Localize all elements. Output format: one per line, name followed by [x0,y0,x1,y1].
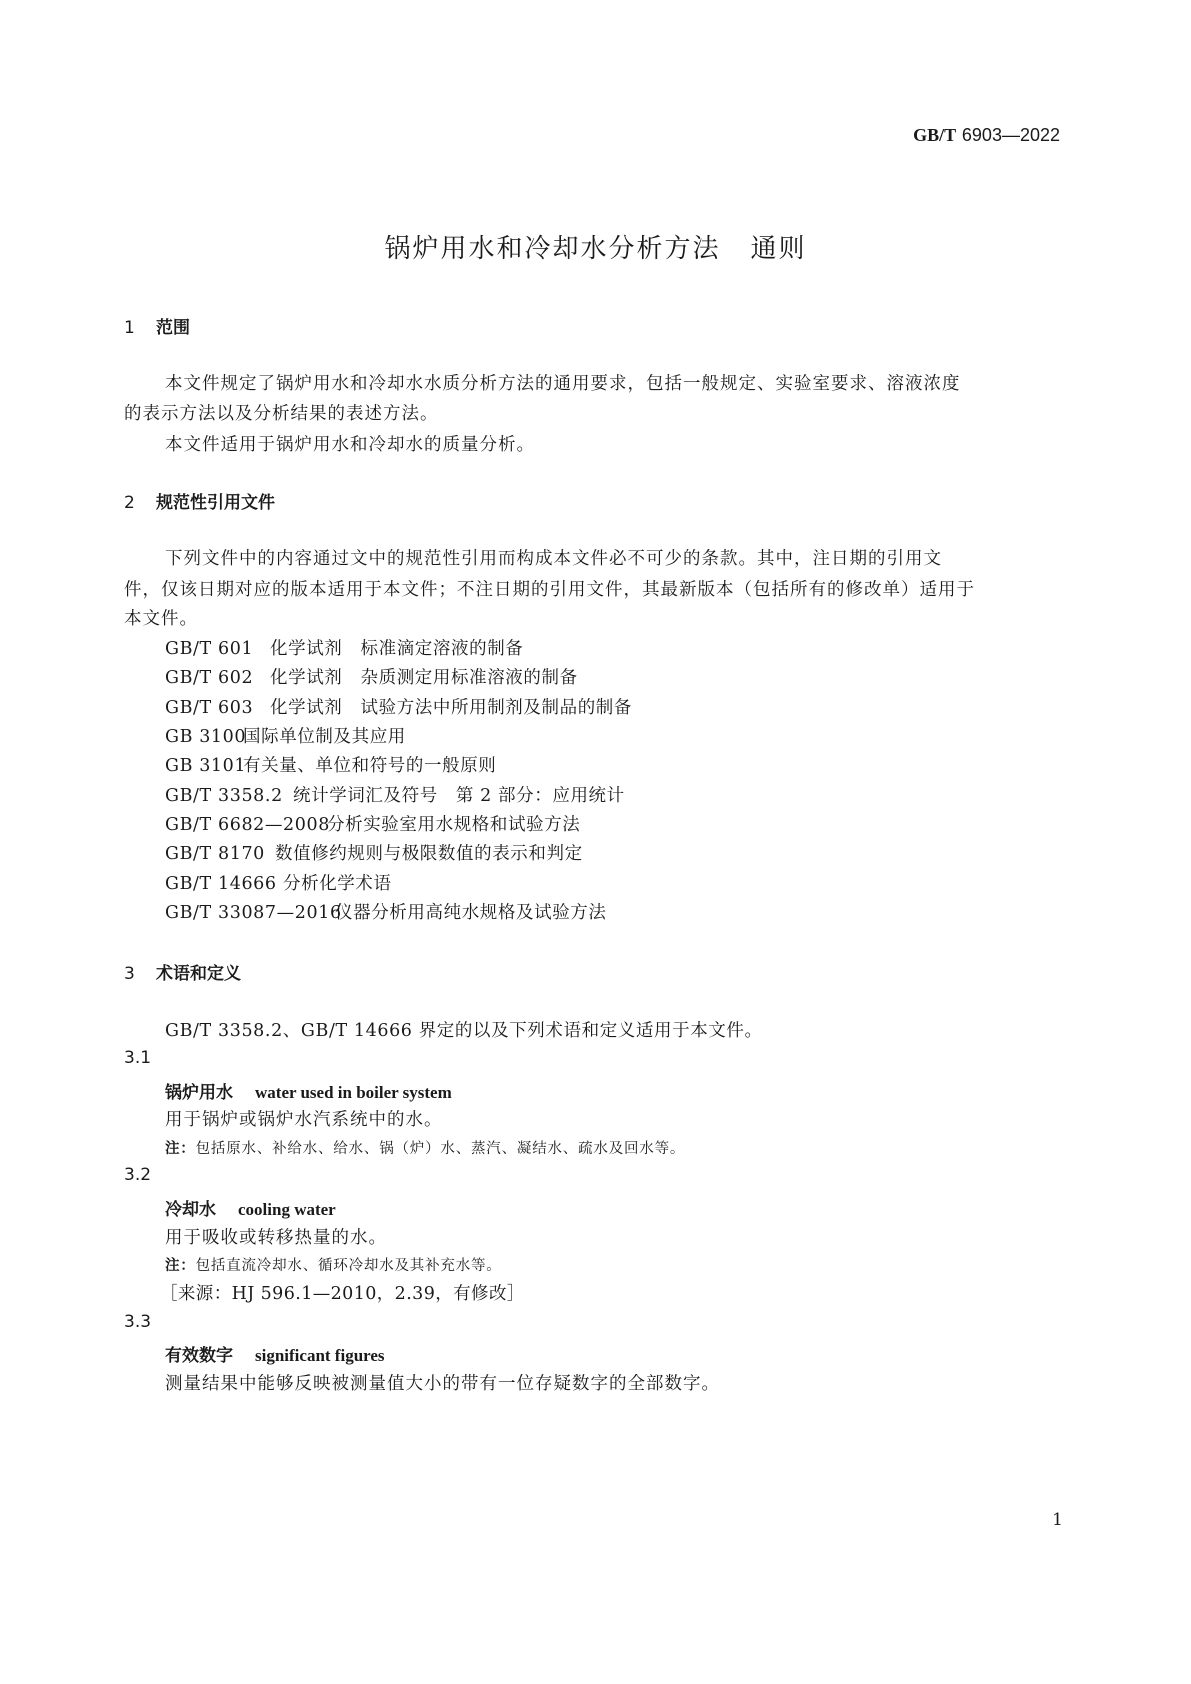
reference-item: GB/T 6682—2008分析实验室用水规格和试验方法 [165,815,581,835]
page-number: 1 [1052,1510,1063,1530]
term-title: 有效数字 significant figures [165,1346,385,1366]
paragraph: 本文件规定了锅炉用水和冷却水水质分析方法的通用要求，包括一般规定、实验室要求、溶液浓度 [165,374,961,394]
reference-item: GB/T 601 化学试剂 标准滴定溶液的制备 [165,639,524,659]
term-definition: 用于锅炉或锅炉水汽系统中的水。 [165,1110,443,1130]
term-source: ［来源：HJ 596.1—2010，2.39，有修改］ [160,1284,525,1304]
term-note: 注：包括直流冷却水、循环冷却水及其补充水等。 [165,1258,502,1274]
section-heading-2: 2 规范性引用文件 [124,493,275,513]
reference-item: GB 3101有关量、单位和符号的一般原则 [165,756,497,776]
term-number: 3.2 [124,1165,152,1185]
term-title: 冷却水 cooling water [165,1200,336,1220]
term-note: 注：包括原水、补给水、给水、锅（炉）水、蒸汽、凝结水、疏水及回水等。 [165,1141,686,1157]
standard-number [913,125,1060,146]
paragraph: 本文件适用于锅炉用水和冷却水的质量分析。 [165,435,535,455]
reference-item: GB/T 3358.2 统计学词汇及符号 第 2 部分：应用统计 [165,786,625,806]
title-sub: 通则 [750,234,807,264]
section-heading-3: 3 术语和定义 [124,964,241,984]
term-title: 锅炉用水 water used in boiler system [165,1083,452,1103]
terms-intro: GB/T 3358.2、GB/T 14666 界定的以及下列术语和定义适用于本文件。 [165,1021,763,1041]
term-definition: 测量结果中能够反映被测量值大小的带有一位存疑数字的全部数字。 [165,1374,720,1394]
reference-item: GB/T 33087—2016仪器分析用高纯水规格及试验方法 [165,903,607,923]
term-definition: 用于吸收或转移热量的水。 [165,1228,387,1248]
term-number: 3.1 [124,1048,152,1068]
reference-item: GB 3100国际单位制及其应用 [165,727,406,747]
paragraph: 下列文件中的内容通过文中的规范性引用而构成本文件必不可少的条款。其中，注日期的引用文 [165,549,942,569]
reference-item: GB/T 14666 分析化学术语 [165,874,392,894]
reference-item: GB/T 602 化学试剂 杂质测定用标准溶液的制备 [165,668,578,688]
paragraph: 件，仅该日期对应的版本适用于本文件；不注日期的引用文件，其最新版本（包括所有的修改单）适用于 [124,580,975,600]
title-main: 锅炉用水和冷却水分析方法 [384,234,721,264]
standard-code: 6903—2022 [961,125,1060,145]
reference-item: GB/T 603 化学试剂 试验方法中所用制剂及制品的制备 [165,698,632,718]
reference-item: GB/T 8170 数值修约规则与极限数值的表示和判定 [165,844,583,864]
term-number: 3.3 [124,1312,152,1332]
standard-prefix: GB/T [913,125,957,145]
page-title [0,228,1191,265]
section-heading-1: 1 范围 [124,318,190,338]
paragraph: 本文件。 [124,609,198,629]
paragraph: 的表示方法以及分析结果的表述方法。 [124,404,439,424]
